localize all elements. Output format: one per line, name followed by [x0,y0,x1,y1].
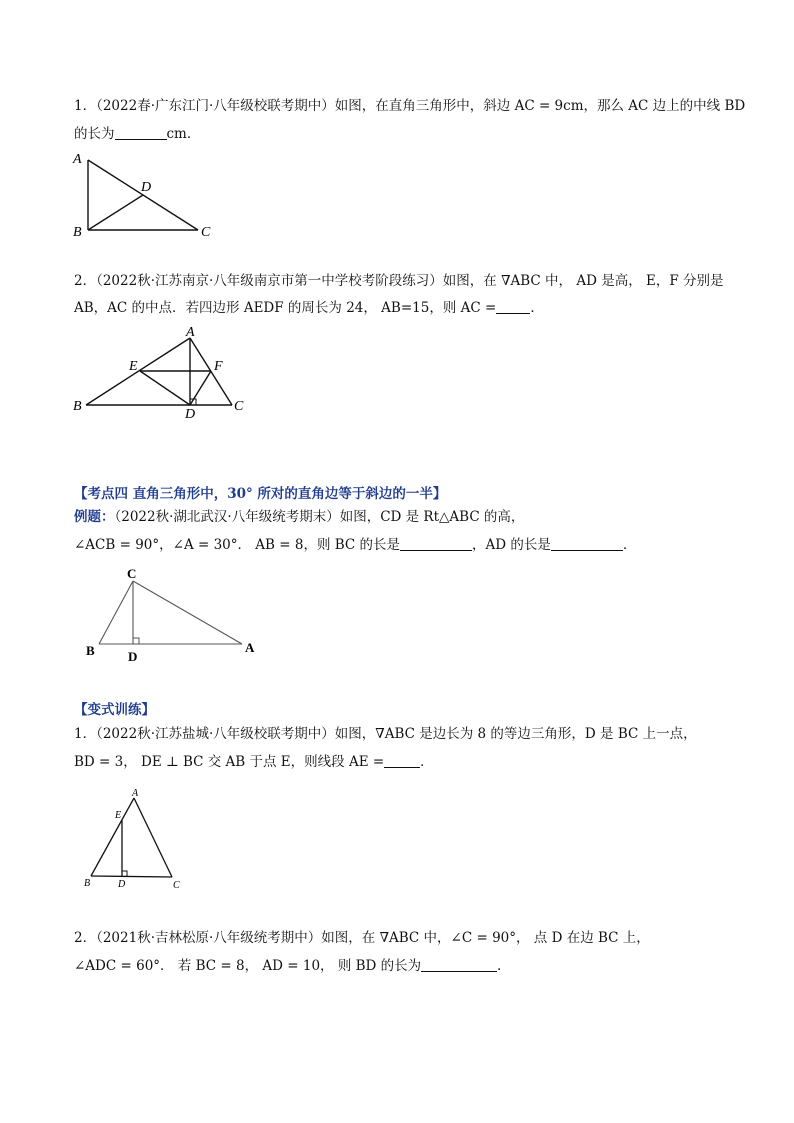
example-line1 [74,508,524,526]
q2-label-b: B [73,399,82,414]
q2-label-d: D [185,407,196,422]
example-text: （2022秋·湖北武汉·八年级统考期末）如图，CD 是 Rt△ABC 的高， [114,509,525,525]
q2-figure [70,325,260,420]
p2-prefix: ∠ADC = 60°． 若 BC = 8， AD = 10， 则 BD 的长为 [74,958,422,974]
q2-segment-df [190,371,211,405]
q2-label-f: F [214,359,223,374]
q1-label-c: C [201,225,211,240]
q1-label-b: B [73,225,82,240]
example-label-b: B [86,643,95,658]
p1-label-d: D [118,879,126,890]
example-mid: ，AD 的长是 [472,537,551,553]
p2-suffix: ． [497,958,511,974]
q2-line1: 2．（2022秋·江苏南京·八年级南京市第一中学校考阶段练习）如图，在 ∇ABC 中， AD 是高， E，F 分别是 [74,273,724,289]
example-prefix: ∠ACB = 90°，∠A = 30°． AB = 8，则 BC 的长是 [74,537,401,553]
q1-median-bd [88,195,143,230]
example-line2 [74,536,636,554]
example-side-bc [99,581,133,644]
q2-suffix: ． [530,300,544,316]
p1-suffix: ． [420,754,434,770]
example-blank-bc[interactable] [400,536,472,551]
q1-label-d: D [141,180,152,195]
q2-line2 [74,299,544,317]
example-label-c: C [127,566,137,581]
q2-prefix: AB，AC 的中点．若四边形 AEDF 的周长为 24， AB=15，则 AC = [74,300,497,316]
p1-label-c: C [173,880,180,891]
p1-side-ab [91,798,134,876]
p1-answer-blank[interactable] [384,753,420,768]
q1-line2 [74,125,200,143]
q1-prefix: 的长为 [74,126,115,142]
q2-label-e: E [129,359,138,374]
p1-label-e: E [115,810,122,821]
q1-suffix: cm． [166,126,201,142]
p1-prefix: BD = 3， DE ⊥ BC 交 AB 于点 E，则线段 AE = [74,754,385,770]
p1-label-b: B [84,878,91,889]
section4-heading: 【考点四 直角三角形中，30° 所对的直角边等于斜边的一半】 [74,486,447,502]
example-blank-ad[interactable] [551,536,623,551]
q1-figure [70,148,230,243]
example-figure [80,562,270,662]
p1-figure [78,785,188,890]
example-label-a: A [245,640,255,655]
q1-label-a: A [73,152,82,167]
q2-label-a: A [186,325,195,340]
q2-label-c: C [234,399,244,414]
example-suffix: ． [622,537,637,553]
p1-line2 [74,753,434,771]
q2-answer-blank[interactable] [496,299,530,314]
p1-side-bc [91,876,172,877]
p1-right-angle-mark [122,871,127,876]
q2-segment-ed [140,371,190,405]
example-side-ca [133,581,242,644]
p1-side-ac [134,798,172,877]
q1-line1: 1．（2022春·广东江门·八年级校联考期中）如图，在直角三角形中，斜边 AC = 9cm，那么 AC 边上的中线 BD [74,98,746,114]
example-label: 例题： [74,509,115,525]
q1-answer-blank[interactable] [115,125,167,140]
p1-line1: 1．（2022秋·江苏盐城·八年级校联考期中）如图，∇ABC 是边长为 8 的等边三角形，D 是 BC 上一点， [74,726,697,742]
example-right-angle-mark [133,638,139,644]
example-label-d: D [128,649,138,664]
p2-line1: 2．（2021秋·吉林松原·八年级统考期中）如图，在 ∇ABC 中，∠C = 90°， 点 D 在边 BC 上， [74,930,650,946]
p1-label-a: A [132,788,139,799]
p2-answer-blank[interactable] [421,957,497,972]
practice-heading: 【变式训练】 [74,702,155,718]
p2-line2 [74,957,511,975]
